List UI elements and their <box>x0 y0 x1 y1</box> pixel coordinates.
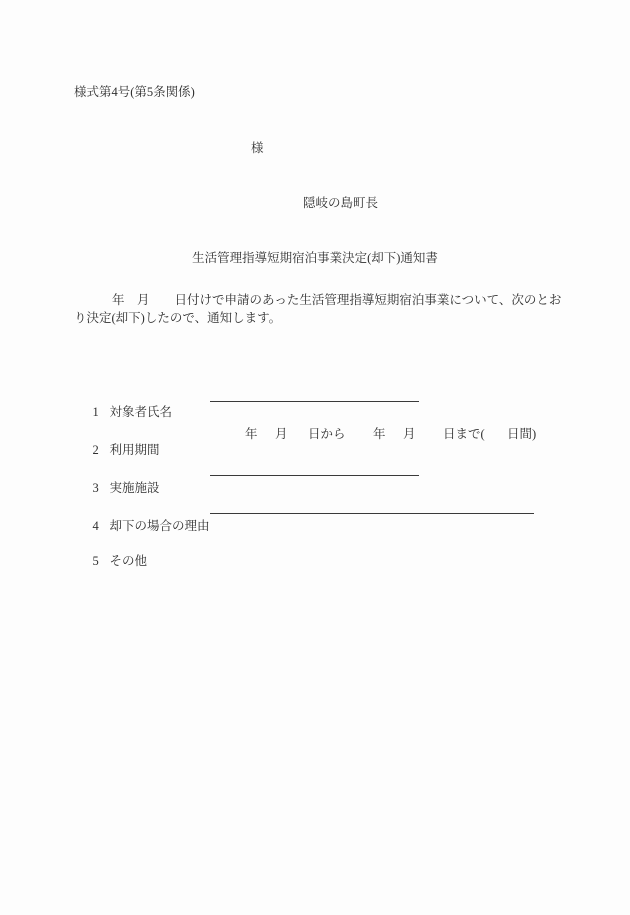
period-segment-total-days: 日間) <box>507 427 537 441</box>
period-segment-month-to: 月 <box>403 427 416 441</box>
blank-field-line-applicant-name <box>210 401 419 402</box>
item-label: 対象者氏名 <box>109 405 173 419</box>
item-label: その他 <box>109 554 148 568</box>
period-segment-month-from: 月 <box>275 427 288 441</box>
document-title: 生活管理指導短期宿泊事業決定(却下)通知書 <box>192 251 438 265</box>
blank-field-line-facility <box>210 475 419 476</box>
item-number: 1 <box>92 405 99 419</box>
form-number: 様式第4号(第5条関係) <box>74 85 195 99</box>
sender-title: 隠岐の島町長 <box>303 196 379 210</box>
item-label: 利用期間 <box>109 443 160 457</box>
body-paragraph-line-2: り決定(却下)したので、通知します。 <box>74 311 282 325</box>
list-item-other <box>80 537 147 585</box>
item-number: 4 <box>92 519 99 533</box>
period-segment-day-to: 日まで( <box>443 427 485 441</box>
item-label: 却下の場合の理由 <box>109 519 210 533</box>
period-segment-year-from: 年 <box>245 427 258 441</box>
item-label: 実施施設 <box>109 481 160 495</box>
period-segment-day-from: 日から <box>308 427 346 441</box>
item-number: 3 <box>92 481 99 495</box>
item-number: 5 <box>92 554 99 568</box>
blank-field-line-rejection-reason <box>210 513 534 514</box>
item-number: 2 <box>92 443 99 457</box>
body-paragraph-line-1: 年 月 日付けで申請のあった生活管理指導短期宿泊事業について、次のとお <box>112 293 562 307</box>
period-segment-year-to: 年 <box>373 427 386 441</box>
addressee-suffix: 様 <box>251 141 264 155</box>
